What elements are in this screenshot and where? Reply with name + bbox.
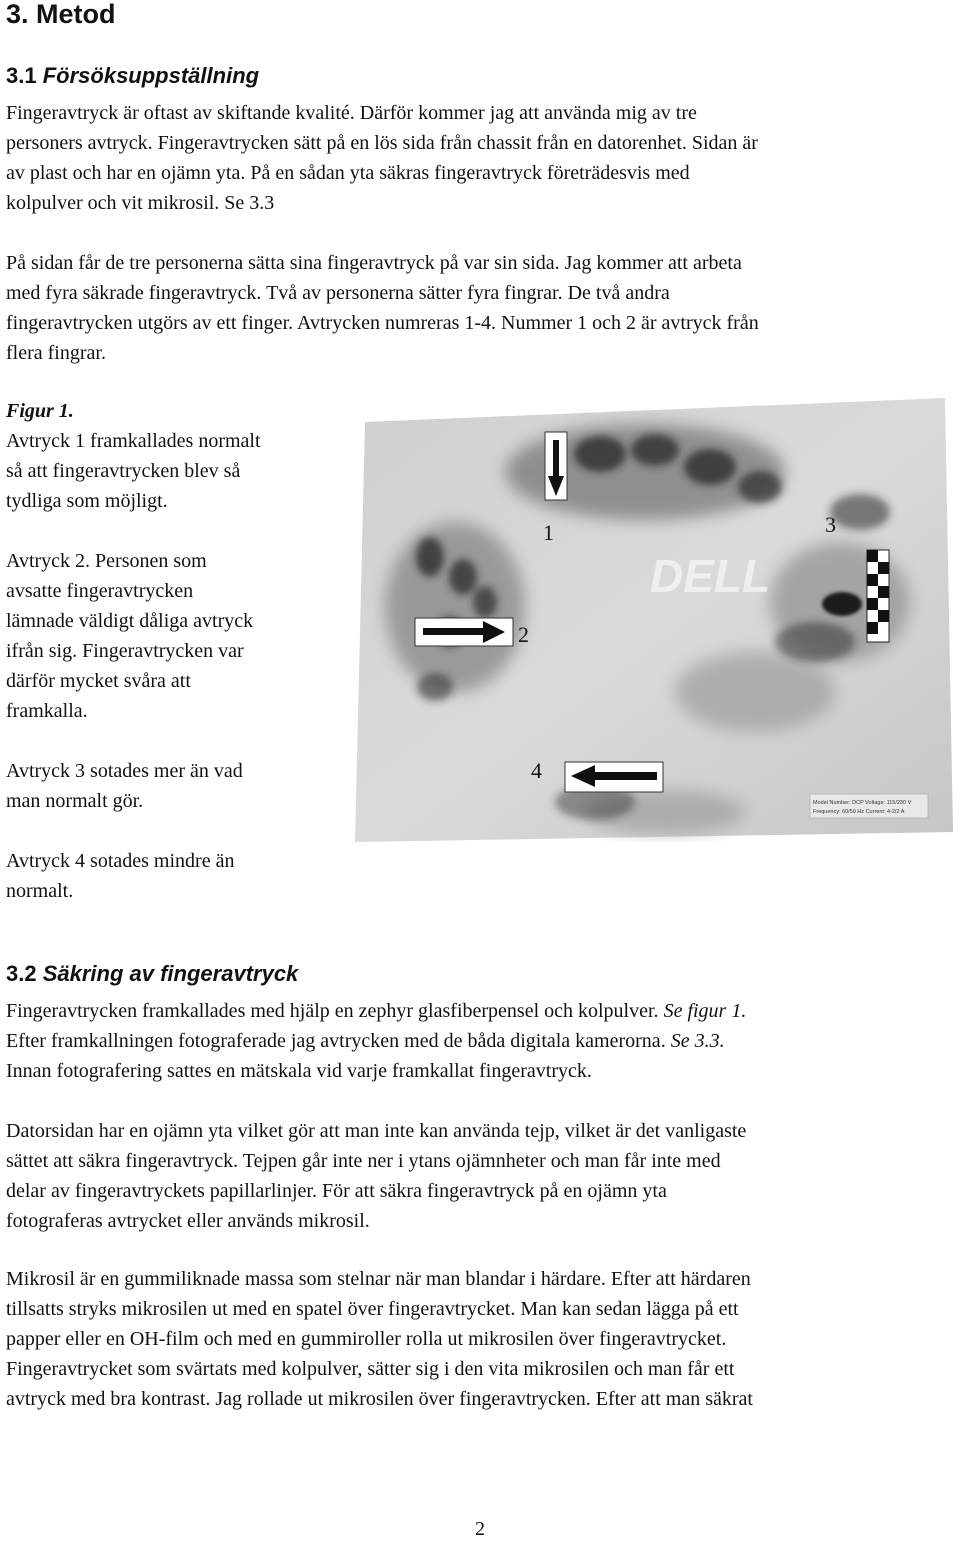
caption-block-1 xyxy=(6,426,346,516)
text-line: Mikrosil är en gummiliknade massa som stelnar när man blandar i härdare. Efter att härdaren xyxy=(6,1268,751,1290)
caption-line: tydliga som möjligt. xyxy=(6,490,168,512)
figure-label-4: 4 xyxy=(531,758,542,783)
section-3-1-title xyxy=(6,62,259,90)
figure-label-3: 3 xyxy=(825,512,836,537)
figure-label-1: 1 xyxy=(543,520,554,545)
caption-block-2 xyxy=(6,546,346,726)
arrow-left-icon xyxy=(565,762,663,792)
figure-label-2: 2 xyxy=(518,622,529,647)
text-line: delar av fingeravtryckets papillarlinjer. För att säkra fingeravtryck på en ojämn yta xyxy=(6,1180,667,1202)
section-3-1-paragraph-2 xyxy=(6,248,956,368)
text-line: fotograferas avtrycket eller används mikrosil. xyxy=(6,1210,370,1232)
section-3-1-number: 3.1 xyxy=(6,63,37,88)
text-run: Efter framkallningen fotograferade jag avtrycken med de båda digitala kamerorna. xyxy=(6,1030,671,1052)
section-3-2-paragraph-2 xyxy=(6,1116,956,1236)
caption-line: lämnade väldigt dåliga avtryck xyxy=(6,610,254,632)
text-line: med fyra säkrade fingeravtryck. Två av personerna sätter fyra fingrar. De två andra xyxy=(6,282,670,304)
text-line: flera fingrar. xyxy=(6,342,106,364)
figure-title: Figur 1. xyxy=(6,400,74,422)
section-3-2-paragraph-3 xyxy=(6,1264,956,1414)
page-heading: 3. Metod xyxy=(6,0,116,29)
text-line: Fingeravtrycket som svärtats med kolpulver, sätter sig i den vita mikrosilen och man får ett xyxy=(6,1358,735,1380)
figure-reference: Se figur 1. xyxy=(663,1000,747,1022)
text-line: tillsatts stryks mikrosilen ut med en spatel över fingeravtrycket. Man kan sedan lägga på ett xyxy=(6,1298,739,1320)
text-line: personers avtryck. Fingeravtrycken sätt på en lös sida från chassit från en datorenhet. Sidan är xyxy=(6,132,758,154)
caption-block-3 xyxy=(6,756,346,816)
section-3-2-paragraph-1 xyxy=(6,996,956,1086)
text-line: Innan fotografering sattes en mätskala vid varje framkallat fingeravtryck. xyxy=(6,1060,592,1082)
caption-block-4 xyxy=(6,846,346,906)
caption-line: Avtryck 1 framkallades normalt xyxy=(6,430,261,452)
section-3-2-title-text: Säkring av fingeravtryck xyxy=(42,961,299,986)
figure-caption xyxy=(6,396,346,936)
caption-line: man normalt gör. xyxy=(6,790,144,812)
text-line: av plast och har en ojämn yta. På en sådan yta säkras fingeravtryck företrädesvis med xyxy=(6,162,690,184)
figure-photo xyxy=(355,392,953,842)
text-line: fingeravtrycken utgörs av ett finger. Avtrycken numreras 1-4. Nummer 1 och 2 är avtryck från xyxy=(6,312,759,334)
dell-logo: DELL xyxy=(650,550,771,602)
caption-line: ifrån sig. Fingeravtrycken var xyxy=(6,640,244,662)
caption-line: Avtryck 3 sotades mer än vad xyxy=(6,760,243,782)
arrow-down-icon xyxy=(545,432,567,500)
text-line xyxy=(6,1026,956,1056)
arrow-right-icon xyxy=(415,618,513,646)
section-3-1-paragraph-1 xyxy=(6,98,956,218)
section-3-2-title xyxy=(6,960,298,988)
section-3-2-number: 3.2 xyxy=(6,961,37,986)
sticker-line: Model Number: DCP Voltage: 115/230 V xyxy=(813,800,912,806)
caption-line: normalt. xyxy=(6,880,74,902)
text-line: På sidan får de tre personerna sätta sina fingeravtryck på var sin sida. Jag kommer att arbeta xyxy=(6,252,742,274)
text-line: Fingeravtryck är oftast av skiftande kvalité. Därför kommer jag att använda mig av tre xyxy=(6,102,697,124)
text-line: kolpulver och vit mikrosil. Se 3.3 xyxy=(6,192,275,214)
label-sticker xyxy=(810,794,928,818)
text-line: sättet att säkra fingeravtryck. Tejpen går inte ner i ytans ojämnheter och man får inte med xyxy=(6,1150,721,1172)
caption-line: framkalla. xyxy=(6,700,88,722)
page-number: 2 xyxy=(475,1518,485,1540)
fingerprint-3 xyxy=(822,592,862,616)
caption-line: därför mycket svåra att xyxy=(6,670,191,692)
text-line: Datorsidan har en ojämn yta vilket gör att man inte kan använda tejp, vilket är det vanligaste xyxy=(6,1120,747,1142)
section-3-1-title-text: Försöksuppställning xyxy=(42,63,260,88)
sticker-line: Frequency: 60/50 Hz Current: 4-2/2 A xyxy=(813,809,905,815)
text-line: avtryck med bra kontrast. Jag rollade ut mikrosilen över fingeravtrycken. Efter att man säkrat xyxy=(6,1388,753,1410)
caption-line: så att fingeravtrycken blev så xyxy=(6,460,241,482)
fingerprint-panel-image xyxy=(355,392,953,842)
caption-line: Avtryck 4 sotades mindre än xyxy=(6,850,235,872)
caption-line: Avtryck 2. Personen som xyxy=(6,550,207,572)
text-run: Fingeravtrycken framkallades med hjälp en zephyr glasfiberpensel och kolpulver. xyxy=(6,1000,664,1022)
caption-line: avsatte fingeravtrycken xyxy=(6,580,194,602)
text-line xyxy=(6,996,956,1026)
text-line: papper eller en OH-film och med en gummiroller rolla ut mikrosilen över fingeravtrycket. xyxy=(6,1328,727,1350)
scale-ruler xyxy=(867,550,889,642)
section-reference: Se 3.3. xyxy=(670,1030,725,1052)
